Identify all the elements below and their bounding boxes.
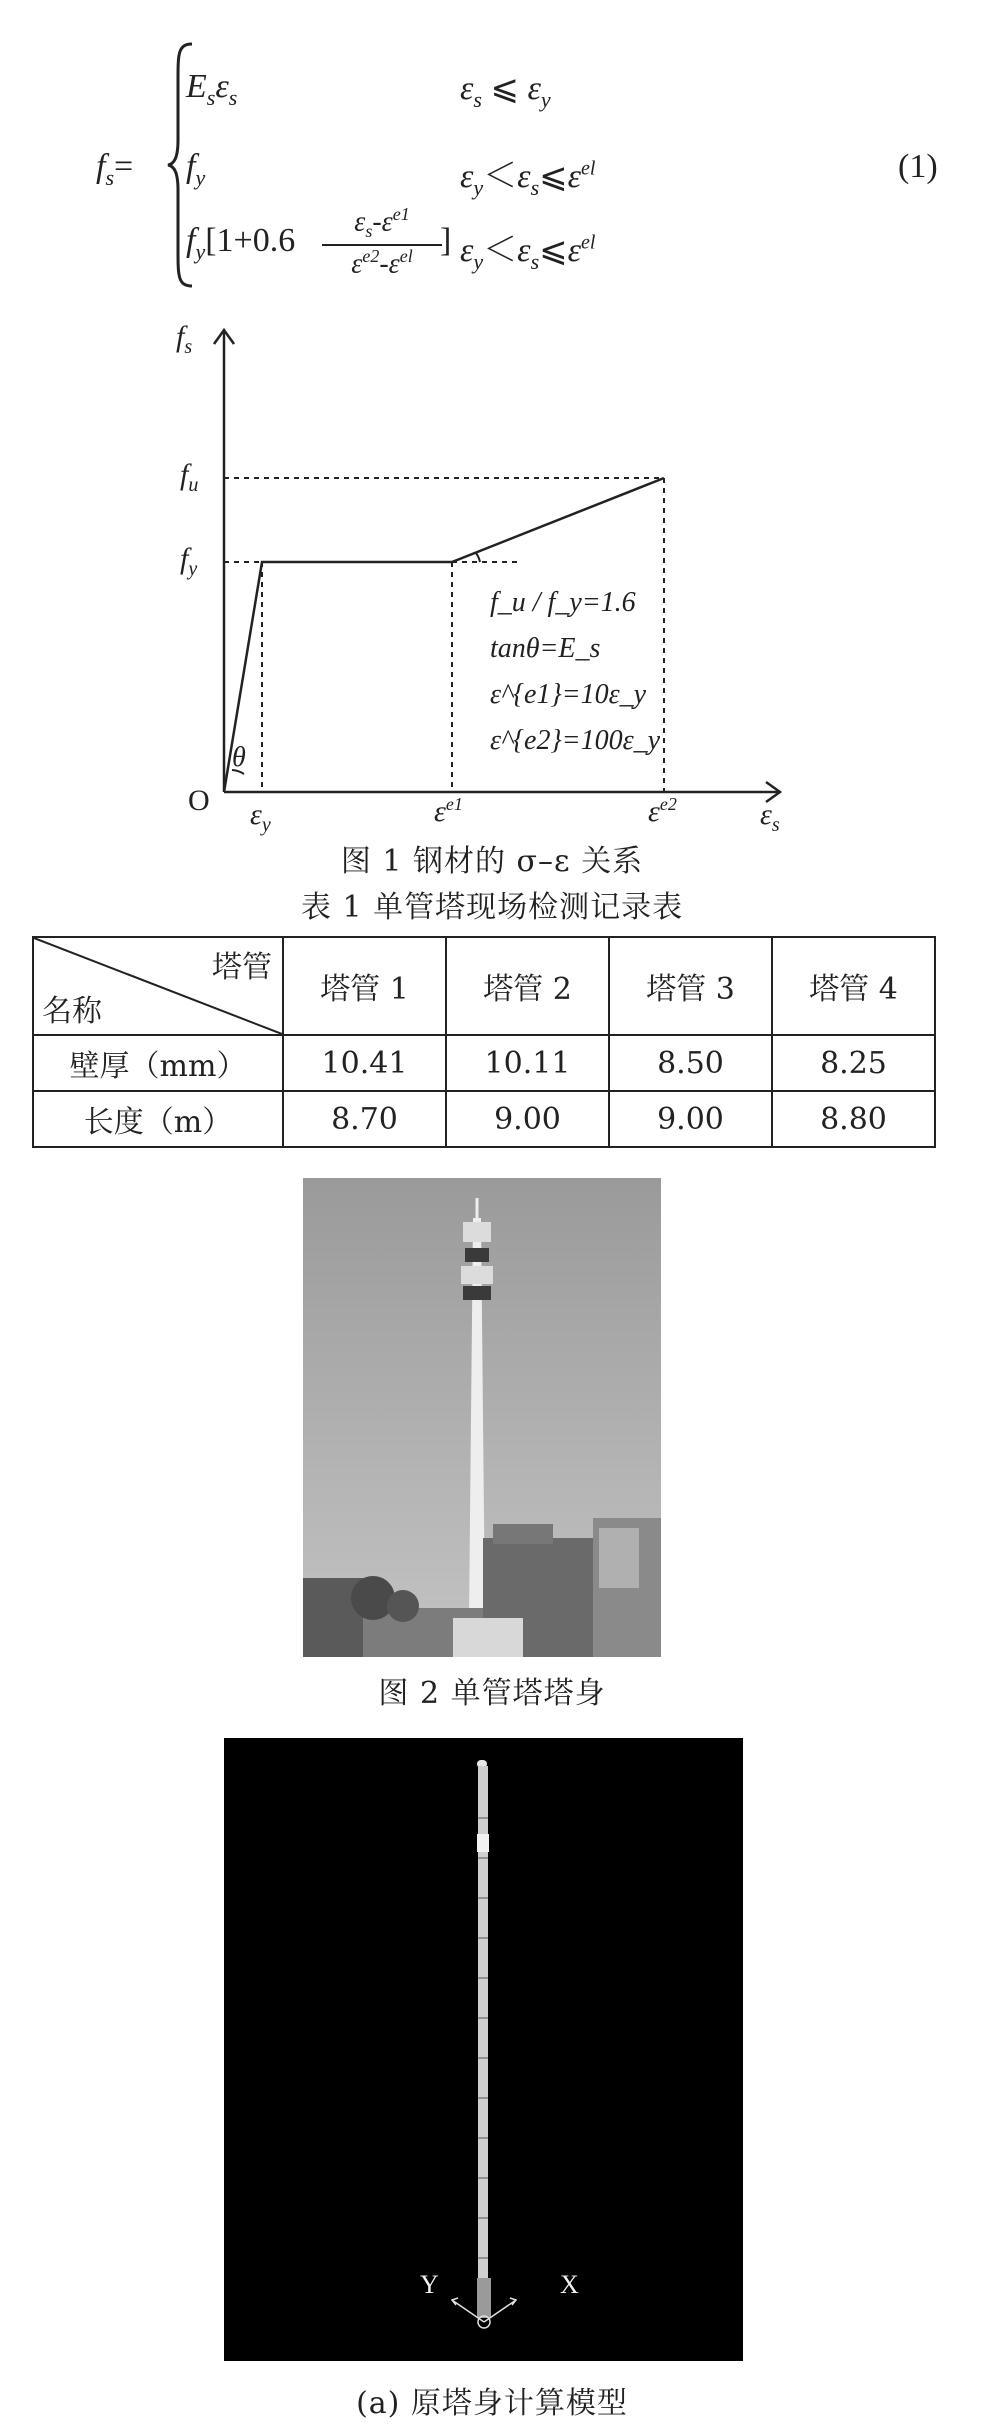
table-cell: 10.11 (446, 1035, 609, 1091)
figure1-xtick-ey: $\varepsilon_y$ (250, 798, 271, 836)
equation-row-3-fraction: $\varepsilon_s-\varepsilon^{e1}$ $\varepsilon^{e2}-\varepsilon^{el}$ (322, 204, 442, 280)
figure1-caption: 图 1 钢材的 σ–ε 关系 (340, 844, 644, 879)
table-col-header: 塔管 3 (609, 937, 772, 1035)
table-col-header: 塔管 4 (772, 937, 935, 1035)
equation-row-2-expr: $f_y$ (186, 148, 206, 190)
table-cell: 10.41 (283, 1035, 446, 1091)
table-cell: 9.00 (446, 1091, 609, 1147)
figure1-xtick-ee1: $\varepsilon^{e1}$ (434, 794, 463, 828)
figure2-caption: 图 2 单管塔塔身 (378, 1676, 606, 1711)
equation-row-3-expr: $f_y[1+0.6$ (186, 222, 296, 264)
figure1-x-axis-label: $\varepsilon_s$ (760, 798, 780, 836)
figure2-tower-photo (303, 1178, 661, 1657)
figure1-note-3: ε^{e1}=10ε_y (490, 679, 647, 710)
table-cell: 8.70 (283, 1091, 446, 1147)
model-axis-x-label: X (560, 2270, 579, 2299)
equation-row-1-expr: $E_s\varepsilon_s$ (186, 68, 238, 110)
table-row (33, 1091, 935, 1147)
equation-row-3-cond: $\varepsilon_y<\varepsilon_s⩽\varepsilon^{el}$ (460, 231, 596, 274)
table1 (32, 936, 936, 1148)
table-row-label: 长度（m） (33, 1091, 283, 1147)
table-row (33, 1035, 935, 1091)
table-cell: 8.50 (609, 1035, 772, 1091)
figure1-origin-label: O (188, 784, 210, 817)
figure1-theta-label: θ (232, 742, 246, 773)
figure3-model-view (224, 1738, 743, 2361)
table-col-header: 塔管 1 (283, 937, 446, 1035)
table-col-header: 塔管 2 (446, 937, 609, 1035)
figure1-ytick-fu: $f_u$ (180, 458, 199, 496)
table-cell: 8.80 (772, 1091, 935, 1147)
table-cell: 8.25 (772, 1035, 935, 1091)
table-corner-cell (33, 937, 283, 1035)
equation-number: (1) (898, 148, 938, 185)
model-axis-y-label: Y (420, 2270, 439, 2299)
figure1-ytick-fy: $f_y$ (180, 542, 198, 580)
table-corner-bottom: 名称 (42, 994, 102, 1029)
figure1-note-1: f_u / f_y=1.6 (490, 587, 636, 618)
figure1-y-axis-label: $f_s$ (176, 320, 193, 358)
figure3-caption: (a) 原塔身计算模型 (356, 2386, 628, 2421)
figure1-note-2: tanθ=E_s (490, 633, 601, 664)
table-header-row (33, 937, 935, 1035)
figure1-notes (490, 580, 660, 764)
table-corner-top: 塔管 (212, 950, 272, 985)
table1-caption: 表 1 单管塔现场检测记录表 (300, 890, 684, 925)
table-row-label: 壁厚（mm） (33, 1035, 283, 1091)
figure1-xtick-ee2: $\varepsilon^{e2}$ (648, 794, 677, 828)
equation-row-2-cond: $\varepsilon_y<\varepsilon_s⩽\varepsilon^{el}$ (460, 157, 596, 200)
equation-row-1-cond: $\varepsilon_s$ ⩽ $\varepsilon_y$ (460, 70, 551, 112)
equation-lhs: $f_s=$ (96, 148, 134, 190)
figure1-note-4: ε^{e2}=100ε_y (490, 725, 661, 756)
table-cell: 9.00 (609, 1091, 772, 1147)
